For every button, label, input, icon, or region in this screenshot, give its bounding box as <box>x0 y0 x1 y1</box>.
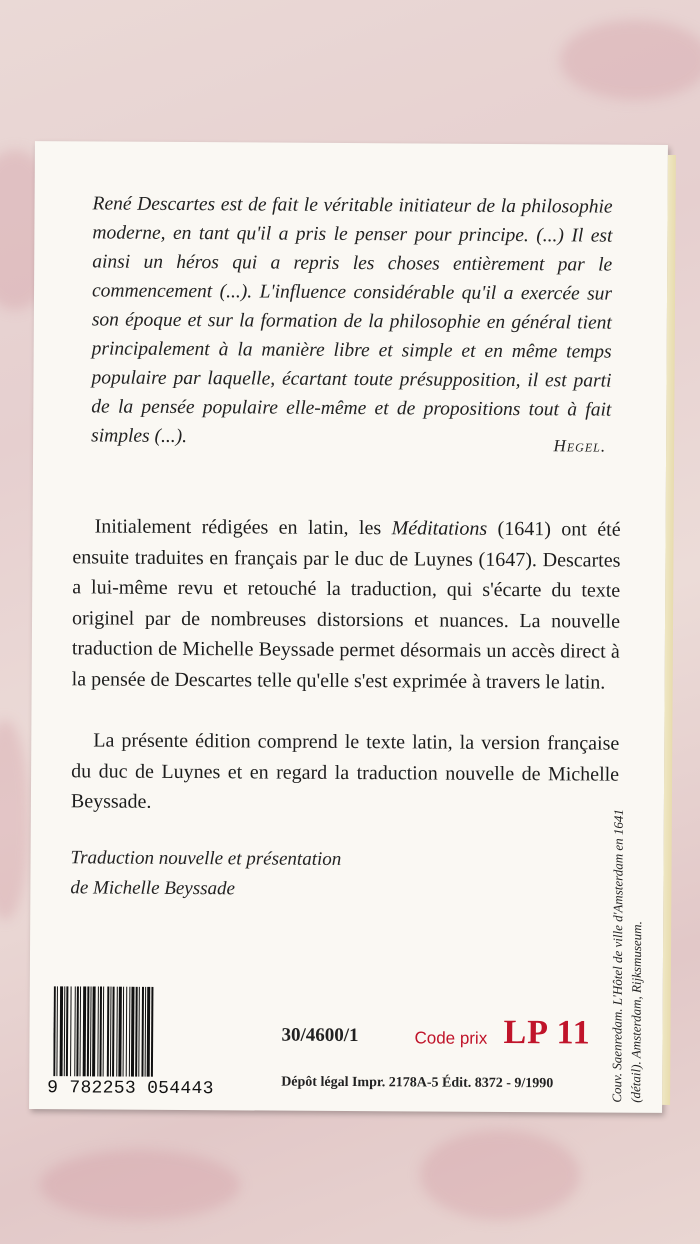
quote-author: Hegel. <box>553 436 607 456</box>
book-title: Méditations <box>391 517 488 540</box>
description-paragraph-2: La présente édition comprend le texte latin, la version française du duc de Luynes et en regard la traduction nouvelle de Michelle Beyssade. <box>70 729 620 813</box>
cover-illustration-credit: Couv. Saenredam. L'Hôtel de ville d'Amsterdam en 1641 (détail). Amsterdam, Rijksmuseum. <box>609 809 645 1103</box>
description-paragraph-1: Initialement rédigées en latin, les Méditations (1641) ont été ensuite traduites en français par le duc de Luynes (1647). Descartes a lui-même revu et retouché la traduction, qui s'écarte du texte originel par de nombreuses distorsions et nuances. La nouvelle traduction de Michelle Beyssade permet désormais un accès direct à la pensée de Descartes telle qu'elle s'est exprimée à travers le latin. <box>71 515 621 694</box>
code-prix-value: LP 11 <box>503 1013 591 1052</box>
depot-legal: Dépôt légal Impr. 2178A-5 Édit. 8372 - 9/1990 <box>281 1074 554 1092</box>
fabric-pattern <box>420 1130 580 1220</box>
translation-credit: Traduction nouvelle et présentation de Michelle Beyssade <box>70 847 342 900</box>
hegel-quote: René Descartes est de fait le véritable initiateur de la philosophie moderne, en tant qu'il a pris le penser pour principe. (...) Il est ainsi un héros qui a repris les choses entièrement par le commencement (...). L'influence considérable qu'il a exercée sur son époque et sur la formation de la philosophie en général tient principalement à la manière libre et simple et en même temps populaire par laquelle, écartant toute présupposition, il est parti de la pensée populaire elle-même et de propositions tout à fait simples (...). <box>91 193 613 448</box>
barcode-bars <box>53 986 224 1077</box>
barcode-digits: 9 782253 054443 <box>47 1078 214 1100</box>
fabric-pattern <box>560 20 700 100</box>
code-prix-label: Code prix <box>414 1028 488 1048</box>
book-back-cover <box>29 141 668 1113</box>
reference-number: 30/4600/1 <box>281 1024 359 1047</box>
page-edges <box>662 155 676 1105</box>
fabric-pattern <box>40 1150 240 1220</box>
fabric-pattern <box>0 720 30 920</box>
barcode <box>47 986 228 1107</box>
